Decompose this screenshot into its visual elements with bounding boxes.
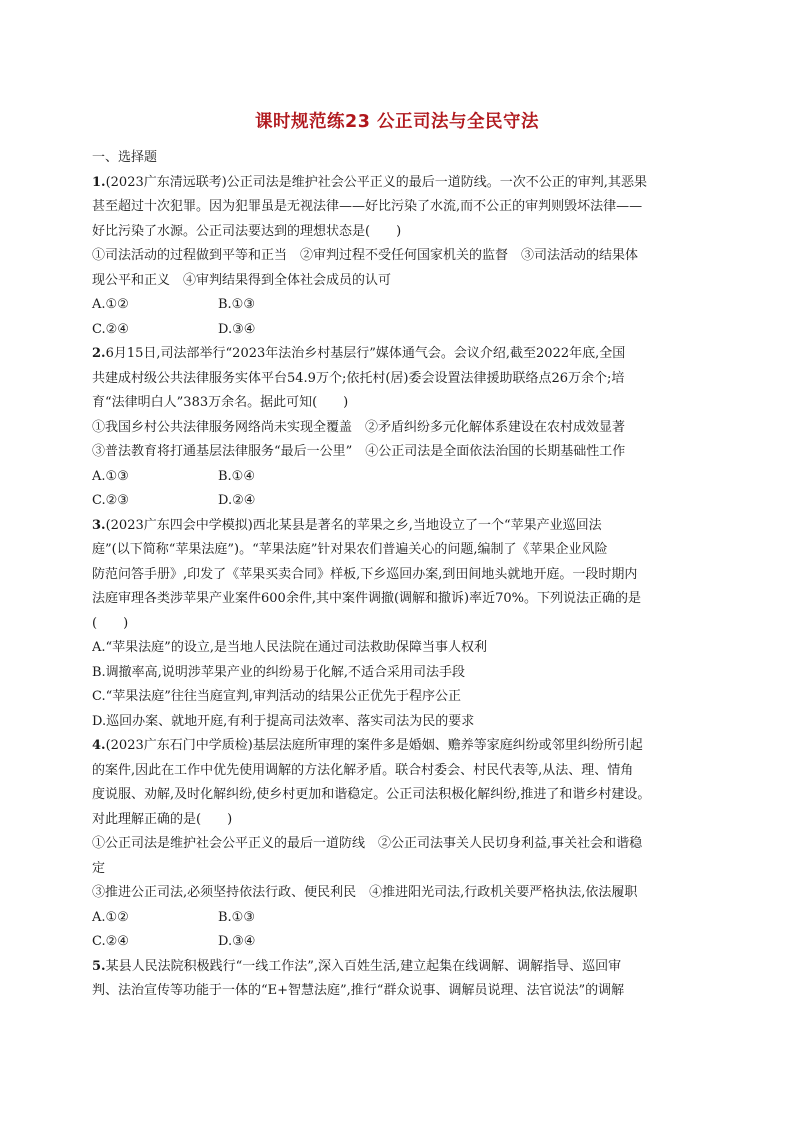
answer-option: C.②③: [92, 493, 129, 508]
option-row: [92, 318, 712, 343]
answer-option: D.③④: [218, 321, 256, 337]
question-line: [92, 881, 712, 906]
question-line: [92, 416, 712, 441]
question-line: [92, 710, 712, 735]
question-text: 好比污染了水源。公正司法要达到的理想状态是( ): [92, 223, 402, 239]
question-number: 2.: [92, 346, 106, 361]
question-text: (2023广东四会中学模拟)西北某县是著名的苹果之乡,当地设立了一个“苹果产业巡回法: [105, 517, 602, 533]
question-number: 3.: [92, 517, 106, 533]
question-line: [92, 244, 712, 269]
question-line: [92, 220, 712, 245]
question-line: [92, 661, 712, 686]
answer-option: B.①④: [218, 468, 255, 484]
question-1: [92, 171, 712, 343]
question-text: 育“法律明白人”383万余名。据此可知( ): [92, 395, 349, 410]
question-text: 6月15日,司法部举行“2023年法治乡村基层行”媒体通气会。会议介绍,截至2022年底,全国: [105, 346, 626, 361]
answer-option: A.①③: [92, 468, 129, 484]
question-number: 4.: [92, 738, 106, 753]
question-text: A.“苹果法庭”的设立,是当地人民法院在通过司法救助保障当事人权利: [92, 640, 487, 655]
question-line: [92, 979, 712, 1004]
question-line: [92, 342, 712, 367]
question-text: C.“苹果法庭”往往当庭宣判,审判活动的结果公正优先于程序公正: [92, 689, 462, 704]
question-line: [92, 734, 712, 759]
question-text: 防范问答手册》,印发了《苹果买卖合同》样板,下乡巡回办案,到田间地头就地开庭。一段时期内: [92, 566, 638, 582]
question-line: [92, 759, 712, 784]
question-line: [92, 832, 712, 857]
question-text: (2023广东石门中学质检)基层法庭所审理的案件多是婚姻、赡养等家庭纠纷或邻里纠纷所引起: [105, 738, 643, 753]
option-row: [92, 906, 712, 931]
question-line: [92, 783, 712, 808]
question-text: 的案件,因此在工作中优先使用调解的方法化解矛盾。联合村委会、村民代表等,从法、理、情角: [92, 762, 634, 778]
question-line: [92, 685, 712, 710]
question-line: [92, 269, 712, 294]
question-line: [92, 587, 712, 612]
question-line: [92, 195, 712, 220]
question-text: B.调撤率高,说明涉苹果产业的纠纷易于化解,不适合采用司法手段: [92, 664, 465, 680]
question-text: 现公平和正义 ④审判结果得到全体社会成员的认可: [92, 272, 392, 288]
option-row: [92, 465, 712, 490]
question-number: 1.: [92, 174, 106, 190]
page-title: 课时规范练23 公正司法与全民守法: [255, 112, 539, 132]
question-text: 某县人民法院积极践行“一线工作法”,深入百姓生活,建立起集在线调解、调解指导、巡回审: [105, 958, 622, 974]
questions-container: [92, 171, 712, 1004]
question-text: 度说服、劝解,及时化解纠纷,使乡村更加和谐稳定。公正司法积极化解纠纷,推进了和谐乡村建设。: [92, 787, 651, 802]
option-row: [92, 930, 712, 955]
answer-option: B.①③: [218, 297, 255, 312]
option-row: [92, 293, 712, 318]
question-text: ①司法活动的过程做到平等和正当 ②审判过程不受任何国家机关的监督 ③司法活动的结果体: [92, 248, 639, 263]
answer-option: A.①②: [92, 297, 129, 312]
question-text: D.巡回办案、就地开庭,有利于提高司法效率、落实司法为民的要求: [92, 713, 475, 729]
answer-option: C.②④: [92, 934, 129, 949]
answer-option: D.②④: [218, 493, 256, 508]
question-line: [92, 538, 712, 563]
question-text: 共建成村级公共法律服务实体平台54.9万个;依托村(居)委会设置法律援助联络点26万余个;培: [92, 370, 625, 386]
question-3: [92, 514, 712, 735]
question-2: [92, 342, 712, 514]
question-line: [92, 636, 712, 661]
question-line: [92, 367, 712, 392]
section-heading: 一、选择题: [92, 150, 158, 165]
question-line: [92, 514, 712, 539]
question-text: ①公正司法是维护社会公平正义的最后一道防线 ②公正司法事关人民切身利益,事关社会和谐稳: [92, 836, 643, 851]
question-4: [92, 734, 712, 955]
answer-option: A.①②: [92, 909, 129, 925]
question-text: ③普法教育将打通基层法律服务“最后一公里” ④公正司法是全面依法治国的长期基础性工作: [92, 444, 626, 459]
question-text: 判、法治宣传等功能于一体的“E+智慧法庭”,推行“群众说事、调解员说理、法官说法”的调解: [92, 983, 625, 998]
question-line: [92, 440, 712, 465]
question-text: (2023广东清远联考)公正司法是维护社会公平正义的最后一道防线。一次不公正的审判,其恶果: [105, 174, 647, 190]
answer-option: B.①③: [218, 909, 255, 925]
question-line: [92, 563, 712, 588]
question-line: [92, 612, 712, 637]
question-text: 法庭审理各类涉苹果产业案件600余件,其中案件调撤(调解和撤诉)率近70%。下列说法正确的是: [92, 591, 641, 606]
question-text: ( ): [92, 615, 129, 631]
question-text: 对此理解正确的是( ): [92, 811, 233, 827]
question-text: ③推进公正司法,必须坚持依法行政、便民利民 ④推进阳光司法,行政机关要严格执法,依法履职: [92, 885, 638, 900]
question-number: 5.: [92, 958, 106, 974]
question-text: 甚至超过十次犯罪。因为犯罪虽是无视法律——好比污染了水流,而不公正的审判则毁坏法律——: [92, 199, 643, 214]
answer-option: C.②④: [92, 321, 129, 337]
question-line: [92, 808, 712, 833]
question-text: ①我国乡村公共法律服务网络尚未实现全覆盖 ②矛盾纠纷多元化解体系建设在农村成效显著: [92, 419, 626, 435]
answer-option: D.③④: [218, 934, 256, 949]
question-text: 庭”(以下简称“苹果法庭”)。“苹果法庭”针对果农们普遍关心的问题,编制了《苹果企业风险: [92, 542, 608, 557]
question-text: 定: [92, 860, 106, 876]
option-row: [92, 489, 712, 514]
question-line: [92, 955, 712, 980]
question-line: [92, 391, 712, 416]
question-line: [92, 857, 712, 882]
question-line: [92, 171, 712, 196]
question-list: [92, 146, 712, 1004]
question-5: [92, 955, 712, 1004]
